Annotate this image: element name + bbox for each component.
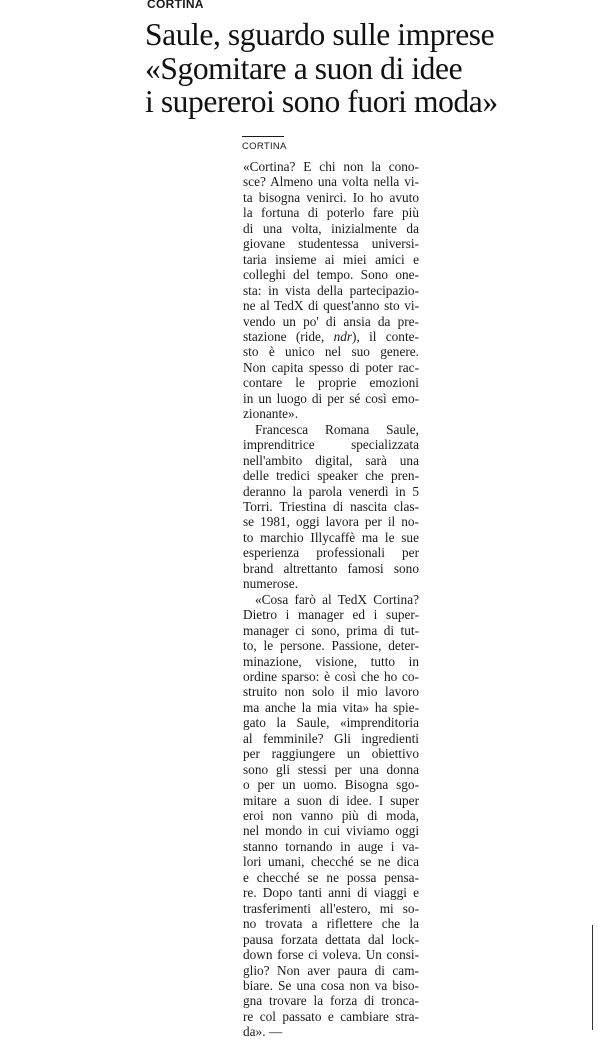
section-kicker: CORTINA (147, 0, 204, 11)
byline: CORTINA (242, 141, 287, 152)
body-line: sto è unico nel suo genere. (243, 344, 420, 360)
body-line: sce? Almeno una volta nella vi- (243, 174, 420, 190)
body-line: to marchio Illycaffè ma le sue (243, 529, 419, 545)
body-line: nel mondo in cui viviamo oggi (243, 823, 420, 839)
body-line: Non capita spesso di poter rac- (243, 359, 420, 375)
body-line: esperienza professionali per (243, 545, 419, 561)
body-line: lori umani, checché se ne dica (243, 854, 419, 870)
byline-rule (242, 136, 284, 137)
body-line: contare le proprie emozioni (243, 375, 420, 391)
article-body (243, 159, 419, 1040)
body-line: stanno tornando in auge i va- (243, 838, 419, 854)
body-line: gna trovare la forza di tronca- (243, 993, 419, 1009)
headline-line: Saule, sguardo sulle imprese (145, 17, 495, 52)
body-line: stazione (ride, ndr), il conte- (243, 328, 419, 344)
body-line: ma anche la mia vita» ha spie- (243, 699, 419, 715)
body-line: deranno la parola venerdì in 5 (243, 483, 419, 499)
body-line: o per un uomo. Bisogna sgo- (243, 777, 419, 793)
body-line: mitare a suon di idee. I super (243, 792, 419, 808)
body-line: la fortuna di poterlo fare più (243, 205, 419, 221)
body-line: taria insieme ai miei amici e (243, 251, 420, 267)
body-line: da». — (243, 1024, 283, 1040)
body-line: sta: in vista della partecipazio- (243, 282, 420, 298)
body-line: se 1981, oggi lavora per il no- (243, 514, 419, 530)
body-line: vendo un po' di ansia da pre- (243, 313, 419, 329)
body-line: «Cosa farò al TedX Cortina? (255, 591, 419, 607)
body-line: giovane studentessa universi- (243, 236, 419, 252)
body-line: gato la Saule, «imprenditoria (243, 715, 419, 731)
page-edge-mark (592, 925, 593, 1030)
body-line: biare. Se una cosa non va biso- (243, 978, 419, 994)
body-line: no trovata a riflettere che la (243, 916, 420, 932)
headline-line: «Sgomitare a suon di idee (145, 50, 463, 86)
body-line: numerose. (243, 576, 299, 592)
body-line: pausa forzata dettata dal lock- (243, 931, 419, 947)
body-line: down forse ci voleva. Un consi- (243, 947, 420, 963)
body-line: Torri. Triestina di nascita clas- (243, 498, 420, 514)
body-line: «Cortina? E chi non la cono- (243, 159, 419, 174)
body-line: brand altrettanto famosi sono (243, 560, 419, 576)
body-line: sono gli stessi per una donna (243, 761, 420, 777)
body-line: e checché se ne possa pensa- (243, 869, 420, 885)
body-line: nell'ambito digital, sarà una (243, 452, 419, 468)
body-line: ta bisogna venirci. Io ho avuto (243, 189, 419, 205)
body-line: minazione, visione, tutto in (243, 653, 420, 669)
body-line: glio? Non aver paura di cam- (243, 962, 419, 978)
body-line: colleghi del tempo. Sono one- (243, 267, 419, 283)
body-line: manager ci sono, prima di tut- (243, 622, 420, 638)
body-line: re. Dopo tanti anni di viaggi e (243, 885, 420, 901)
body-line: struito non solo il mio lavoro (243, 684, 420, 700)
body-line: al femminile? Gli ingredienti (243, 730, 419, 746)
body-line: ordine sparso: è così che ho co- (243, 668, 419, 684)
body-line: to, le persone. Passione, deter- (243, 638, 419, 654)
body-line: ne al TedX di quest'anno sto vi- (243, 298, 419, 314)
body-line: in un luogo di per sé così emo- (243, 390, 420, 406)
body-line: di una volta, inizialmente da (243, 220, 419, 236)
headline (145, 18, 585, 119)
body-line: Francesca Romana Saule, (255, 421, 420, 437)
body-line: re col passato e cambiare stra- (243, 1008, 419, 1024)
body-line: eroi non vanno più di moda, (243, 808, 419, 824)
body-line: delle tredici speaker che pren- (243, 468, 420, 484)
body-line: imprenditrice specializzata (243, 437, 419, 453)
body-line: per raggiungere un obiettivo (243, 746, 419, 762)
body-line: trasferimenti all'estero, mi so- (243, 900, 419, 916)
headline-line: i supereroi sono fuori moda» (145, 84, 498, 119)
body-line: zionante». (243, 406, 299, 422)
body-line: Dietro i manager ed i super- (243, 607, 420, 623)
